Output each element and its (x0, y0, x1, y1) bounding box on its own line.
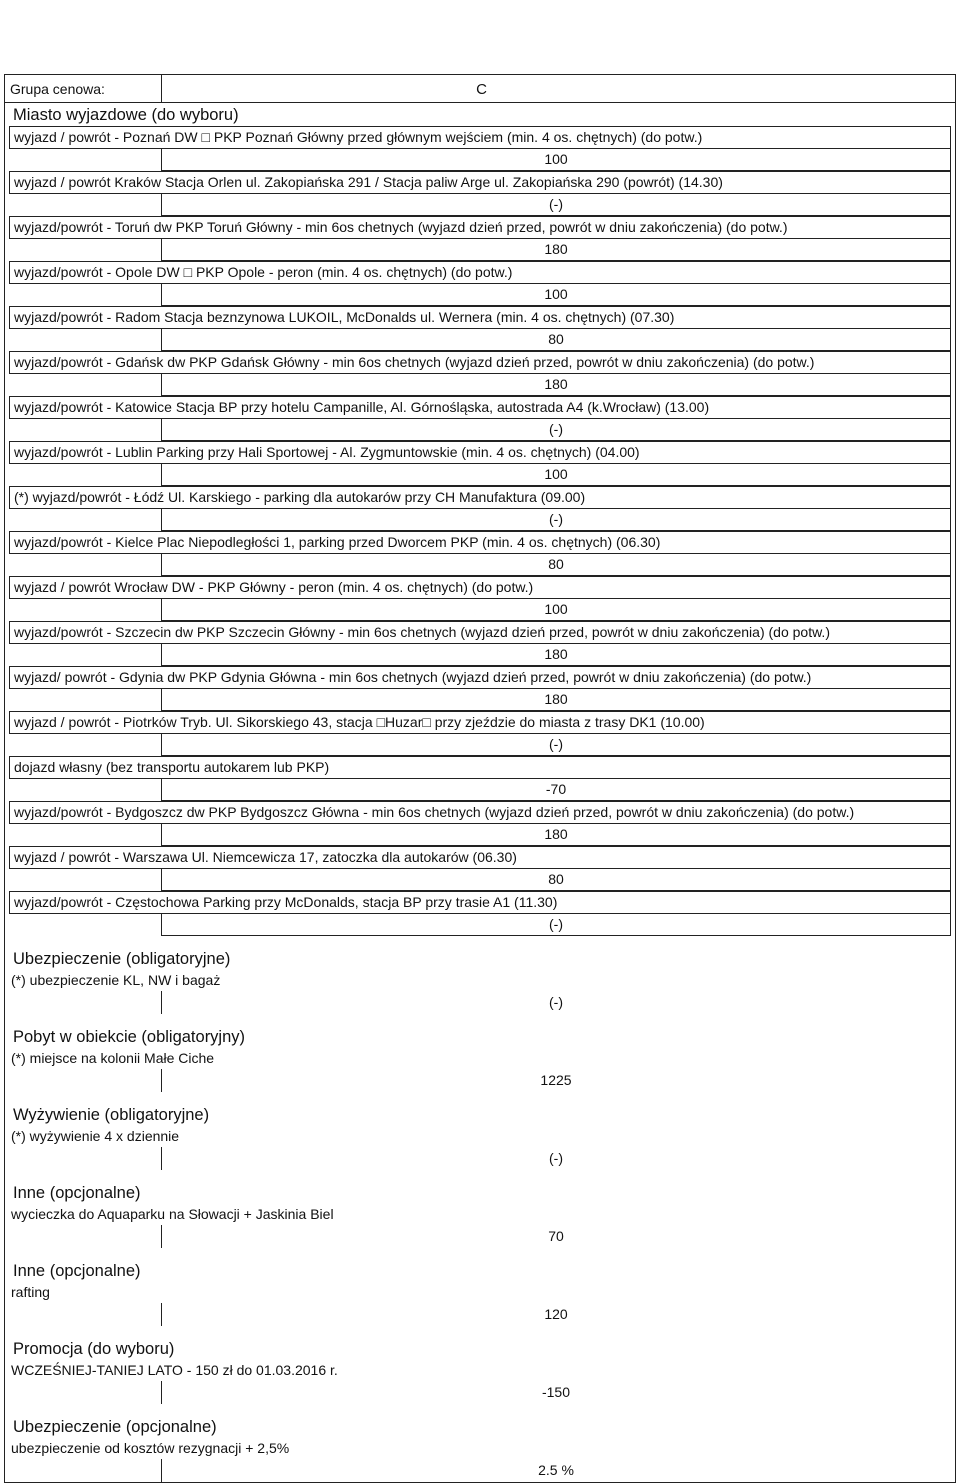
option-section (5, 936, 955, 1014)
option-item-price: (-) (549, 1150, 563, 1166)
departure-section-header (5, 103, 951, 126)
option-section-header (5, 1326, 951, 1360)
price-group-label: Grupa cenowa: (10, 81, 105, 97)
departure-option-label: wyjazd / powrót - Piotrków Tryb. Ul. Sikorskiego 43, stacja □Huzar□ przy zjeździe do miasta z trasy DK1 (10.00) (9, 711, 951, 734)
option-section (5, 1326, 955, 1404)
option-section-title: Ubezpieczenie (obligatoryjne) (13, 950, 231, 968)
option-section (5, 1170, 955, 1248)
departure-section (5, 103, 955, 936)
option-section-header (5, 1170, 951, 1204)
departure-option (5, 801, 955, 846)
departure-option (5, 666, 955, 711)
option-section (5, 1248, 955, 1326)
price-group-row (5, 75, 955, 103)
departure-option-label: wyjazd/powrót - Lublin Parking przy Hali Sportowej - Al. Zygmuntowskie (min. 4 os. chętnych) (04.00) (9, 441, 951, 464)
departure-option-label: wyjazd/powrót - Kielce Plac Niepodległości 1, parking przed Dworcem PKP (min. 4 os. chętnych) (06.30) (9, 531, 951, 554)
option-item-label: (*) ubezpieczenie KL, NW i bagaż (5, 970, 951, 991)
option-item-price: 1225 (540, 1072, 572, 1088)
departure-option-price: 80 (161, 554, 951, 576)
departure-option-label: wyjazd/powrót - Katowice Stacja BP przy hotelu Campanille, Al. Górnośląska, autostrada A4 (k.Wrocław) (13.00) (9, 396, 951, 419)
option-section-header (5, 1248, 951, 1282)
departure-option (5, 711, 955, 756)
departure-option-label: dojazd własny (bez transportu autokarem lub PKP) (9, 756, 951, 779)
departure-option-label: wyjazd/ powrót - Gdynia dw PKP Gdynia Główna - min 6os chetnych (wyjazd dzień przed, powrót w dniu zakończenia) (do potw.) (9, 666, 951, 689)
price-group-value: C (476, 81, 487, 98)
departure-option-price: 80 (161, 869, 951, 891)
departure-option-label: wyjazd/powrót - Radom Stacja beznzynowa LUKOIL, McDonalds ul. Wernera (min. 4 os. chętnych) (07.30) (9, 306, 951, 329)
departure-option (5, 576, 955, 621)
departure-option-price: 100 (161, 149, 951, 171)
departure-option (5, 261, 955, 306)
departure-option-label: wyjazd/powrót - Bydgoszcz dw PKP Bydgoszcz Główna - min 6os chetnych (wyjazd dzień przed, powrót w dniu zakończenia) (do potw.) (9, 801, 951, 824)
option-item-label: wycieczka do Aquaparku na Słowacji + Jaskinia Biel (5, 1204, 951, 1225)
option-item-label: (*) wyżywienie 4 x dziennie (5, 1126, 951, 1147)
departure-option (5, 531, 955, 576)
option-item-price: (-) (549, 994, 563, 1010)
option-section-title: Pobyt w obiekcie (obligatoryjny) (13, 1028, 246, 1046)
departure-section-title: Miasto wyjazdowe (do wyboru) (13, 106, 239, 124)
option-section (5, 1404, 955, 1482)
departure-option-price: 180 (161, 644, 951, 666)
departure-option-price: (-) (161, 194, 951, 216)
departure-option-price: (-) (161, 734, 951, 756)
departure-option-price: 180 (161, 239, 951, 261)
departure-option-price: (-) (161, 419, 951, 441)
departure-option-price: 180 (161, 374, 951, 396)
option-section (5, 1092, 955, 1170)
departure-option-label: wyjazd/powrót - Częstochowa Parking przy McDonalds, stacja BP przy trasie A1 (11.30) (9, 891, 951, 914)
departure-option-price: 80 (161, 329, 951, 351)
departure-option-label: wyjazd/powrót - Szczecin dw PKP Szczecin Główny - min 6os chetnych (wyjazd dzień przed, powrót w dniu zakończenia) (do potw.) (9, 621, 951, 644)
departure-option-label: wyjazd/powrót - Toruń dw PKP Toruń Główny - min 6os chetnych (wyjazd dzień przed, powrót w dniu zakończenia) (do potw.) (9, 216, 951, 239)
departure-option-price: 100 (161, 284, 951, 306)
option-item-label: WCZEŚNIEJ-TANIEJ LATO - 150 zł do 01.03.2016 r. (5, 1360, 951, 1381)
option-section-title: Ubezpieczenie (opcjonalne) (13, 1418, 217, 1436)
departure-option (5, 351, 955, 396)
price-table (4, 74, 956, 1483)
departure-option-price: 100 (161, 464, 951, 486)
option-item-label: (*) miejsce na kolonii Małe Ciche (5, 1048, 951, 1069)
option-section-header (5, 1014, 951, 1048)
option-section-title: Inne (opcjonalne) (13, 1184, 141, 1202)
option-section (5, 1014, 955, 1092)
option-item-price: 2.5 % (538, 1462, 574, 1478)
departure-option-label: wyjazd/powrót - Opole DW □ PKP Opole - peron (min. 4 os. chętnych) (do potw.) (9, 261, 951, 284)
departure-option (5, 756, 955, 801)
departure-option (5, 306, 955, 351)
departure-option-price: 180 (161, 824, 951, 846)
departure-option-price: -70 (161, 779, 951, 801)
departure-option (5, 126, 955, 171)
option-item-label: rafting (5, 1282, 951, 1303)
option-section-header (5, 1404, 951, 1438)
option-section-title: Wyżywienie (obligatoryjne) (13, 1106, 210, 1124)
departure-list (5, 126, 955, 936)
departure-option-price: 180 (161, 689, 951, 711)
option-item-price: 70 (548, 1228, 564, 1244)
option-section-title: Inne (opcjonalne) (13, 1262, 141, 1280)
departure-option (5, 891, 955, 936)
departure-option (5, 396, 955, 441)
departure-option-label: wyjazd/powrót - Gdańsk dw PKP Gdańsk Główny - min 6os chetnych (wyjazd dzień przed, powrót w dniu zakończenia) (do potw.) (9, 351, 951, 374)
departure-option-price: 100 (161, 599, 951, 621)
option-section-header (5, 936, 951, 970)
departure-option (5, 441, 955, 486)
departure-option-label: wyjazd / powrót Wrocław DW - PKP Główny - peron (min. 4 os. chętnych) (do potw.) (9, 576, 951, 599)
departure-option (5, 621, 955, 666)
departure-option-label: wyjazd / powrót Kraków Stacja Orlen ul. Zakopiańska 291 / Stacja paliw Arge ul. Zakopiańska 290 (powrót) (14.30) (9, 171, 951, 194)
departure-option (5, 171, 955, 216)
option-item-label: ubezpieczenie od kosztów rezygnacji + 2,5% (5, 1438, 951, 1459)
departure-option-label: wyjazd / powrót - Warszawa Ul. Niemcewicza 17, zatoczka dla autokarów (06.30) (9, 846, 951, 869)
option-sections (5, 936, 955, 1482)
departure-option-price: (-) (161, 914, 951, 936)
option-item-price: 120 (544, 1306, 568, 1322)
departure-option-price: (-) (161, 509, 951, 531)
departure-option (5, 486, 955, 531)
departure-option (5, 846, 955, 891)
option-section-header (5, 1092, 951, 1126)
departure-option-label: wyjazd / powrót - Poznań DW □ PKP Poznań Główny przed głównym wejściem (min. 4 os. chętnych) (do potw.) (9, 126, 951, 149)
departure-option-label: (*) wyjazd/powrót - Łódź Ul. Karskiego - parking dla autokarów przy CH Manufaktura (09.00) (9, 486, 951, 509)
option-item-price: -150 (541, 1384, 571, 1400)
option-section-title: Promocja (do wyboru) (13, 1340, 175, 1358)
departure-option (5, 216, 955, 261)
